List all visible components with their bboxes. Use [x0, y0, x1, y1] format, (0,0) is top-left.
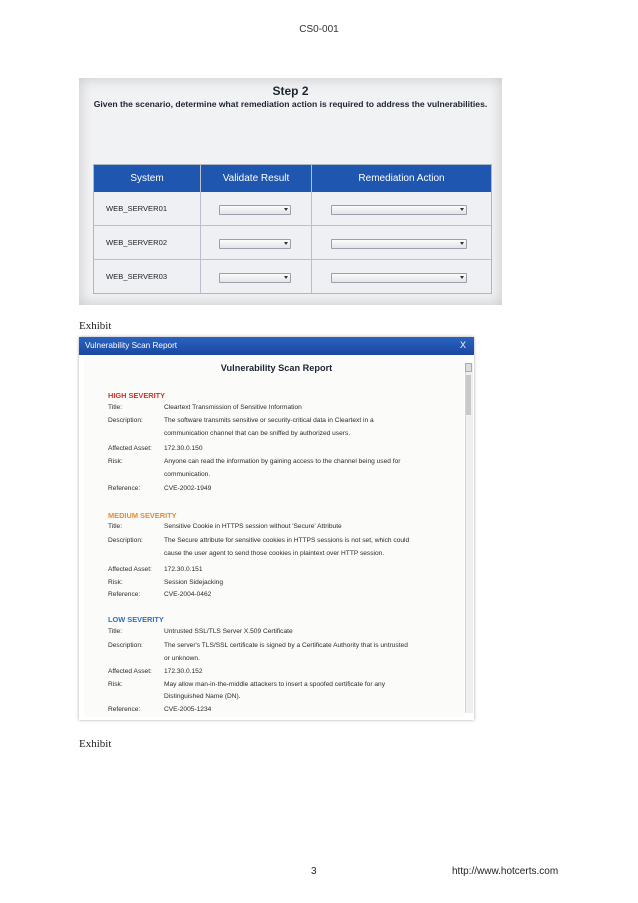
field-value: CVE-2005-1234 — [164, 706, 212, 713]
report-scrollbar[interactable] — [465, 363, 473, 713]
page-number: 3 — [311, 866, 317, 877]
field-value: Untrusted SSL/TLS Server X.509 Certificate — [164, 628, 293, 635]
field-value: 172.30.0.150 — [164, 445, 203, 452]
step-title: Step 2 — [272, 84, 309, 98]
field-label: Title: — [108, 628, 123, 635]
field-label: Title: — [108, 404, 123, 411]
step-2-panel — [79, 78, 502, 305]
severity-heading-high: HIGH SEVERITY — [108, 391, 166, 400]
field-value: Session Sidejacking — [164, 579, 224, 586]
field-value: communication. — [164, 471, 211, 478]
field-label: Risk: — [108, 458, 123, 465]
scrollbar-thumb[interactable] — [466, 375, 471, 415]
field-label: Reference: — [108, 706, 141, 713]
field-label: Risk: — [108, 681, 123, 688]
field-label: Affected Asset: — [108, 566, 152, 573]
chevron-down-icon — [284, 276, 288, 279]
field-value: May allow man-in-the-middle attackers to insert a spoofed certificate for any — [164, 681, 385, 688]
exhibit-label-2: Exhibit — [79, 738, 112, 750]
column-header-remediation-action: Remediation Action — [312, 165, 491, 192]
row-divider — [94, 259, 491, 260]
field-value: or unknown. — [164, 655, 200, 662]
field-value: Sensitive Cookie in HTTPS session without 'Secure' Attribute — [164, 523, 342, 530]
field-label: Title: — [108, 523, 123, 530]
field-value: communication channel that can be sniffed by authorized users. — [164, 430, 351, 437]
step-instruction: Given the scenario, determine what remediation action is required to address the vulnerabilities. — [93, 99, 488, 109]
chevron-down-icon — [460, 208, 464, 211]
validate-result-dropdown-1[interactable] — [219, 205, 291, 215]
remediation-table — [93, 164, 492, 294]
remediation-action-dropdown-1[interactable] — [331, 205, 467, 215]
severity-heading-low: LOW SEVERITY — [108, 615, 164, 624]
field-value: 172.30.0.152 — [164, 668, 203, 675]
close-icon[interactable]: X — [459, 340, 466, 350]
window-title: Vulnerability Scan Report — [85, 341, 178, 350]
remediation-action-dropdown-3[interactable] — [331, 273, 467, 283]
window-titlebar — [79, 337, 474, 355]
field-value: CVE-2002-1949 — [164, 485, 212, 492]
exhibit-label-1: Exhibit — [79, 320, 112, 332]
field-label: Description: — [108, 417, 143, 424]
field-value: The server's TLS/SSL certificate is signed by a Certificate Authority that is untrusted — [164, 642, 408, 649]
remediation-action-dropdown-2[interactable] — [331, 239, 467, 249]
chevron-down-icon — [460, 242, 464, 245]
field-value: The software transmits sensitive or security-critical data in Cleartext in a — [164, 417, 374, 424]
report-body — [84, 357, 464, 717]
field-value: 172.30.0.151 — [164, 566, 203, 573]
report-heading: Vulnerability Scan Report — [220, 363, 333, 373]
field-label: Affected Asset: — [108, 668, 152, 675]
field-value: Distinguished Name (DN). — [164, 693, 241, 700]
system-name-web-server03: WEB_SERVER03 — [106, 272, 168, 281]
field-value: Anyone can read the information by gaining access to the channel being used for — [164, 458, 401, 465]
field-label: Reference: — [108, 591, 141, 598]
field-value: Cleartext Transmission of Sensitive Information — [164, 404, 302, 411]
column-header-validate-result: Validate Result — [201, 165, 311, 192]
chevron-down-icon — [460, 276, 464, 279]
column-divider — [311, 165, 312, 293]
field-value: CVE-2004-0462 — [164, 591, 212, 598]
row-divider — [94, 225, 491, 226]
validate-result-dropdown-3[interactable] — [219, 273, 291, 283]
vulnerability-scan-report-window — [79, 337, 474, 720]
page-header-code: CS0-001 — [299, 24, 339, 35]
system-name-web-server01: WEB_SERVER01 — [106, 204, 168, 213]
chevron-down-icon — [284, 208, 288, 211]
field-label: Risk: — [108, 579, 123, 586]
field-label: Description: — [108, 642, 143, 649]
chevron-down-icon — [284, 242, 288, 245]
system-name-web-server02: WEB_SERVER02 — [106, 238, 168, 247]
footer-url-link[interactable]: http://www.hotcerts.com — [452, 866, 559, 877]
field-label: Description: — [108, 537, 143, 544]
validate-result-dropdown-2[interactable] — [219, 239, 291, 249]
field-value: The Secure attribute for sensitive cookies in HTTPS sessions is not set, which could — [164, 537, 410, 544]
field-value: cause the user agent to send those cookies in plaintext over HTTP session. — [164, 550, 385, 557]
field-label: Affected Asset: — [108, 445, 152, 452]
severity-heading-medium: MEDIUM SEVERITY — [108, 511, 177, 520]
column-header-system: System — [94, 165, 200, 192]
field-label: Reference: — [108, 485, 141, 492]
scroll-up-arrow-icon[interactable] — [465, 363, 472, 372]
